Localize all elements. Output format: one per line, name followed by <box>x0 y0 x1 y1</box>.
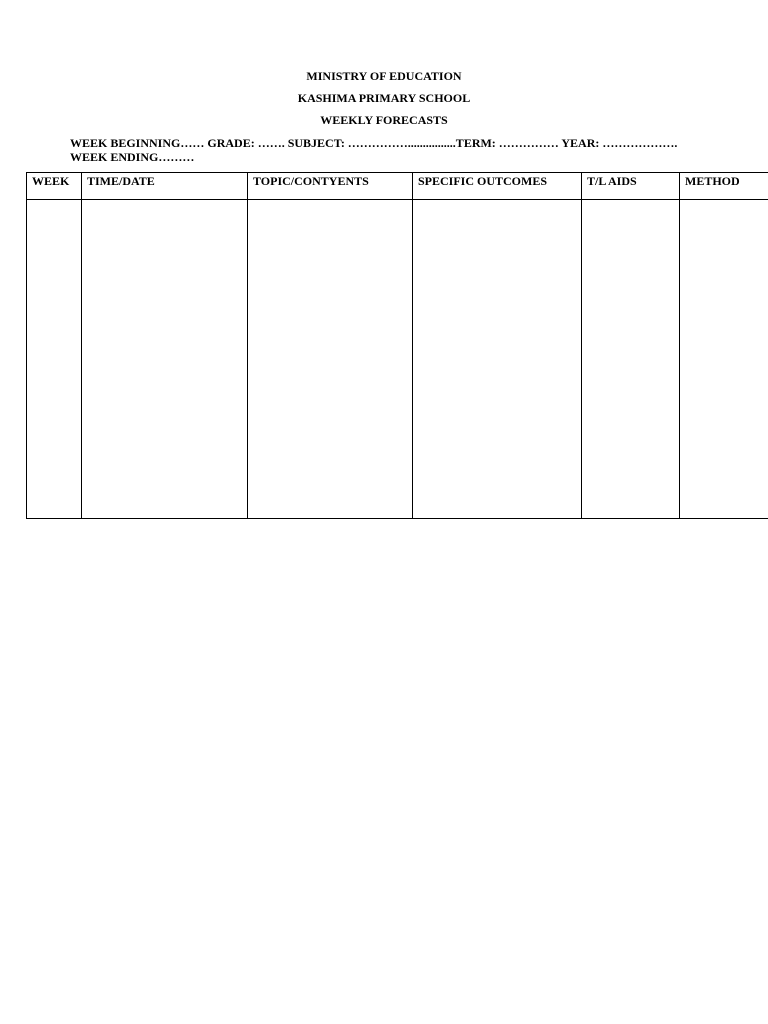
week-ending-line: WEEK ENDING……… <box>70 150 195 164</box>
school-name-heading: KASHIMA PRIMARY SCHOOL <box>297 91 471 105</box>
column-header-week: WEEK <box>27 173 82 200</box>
column-header-time-date: TIME/DATE <box>82 173 248 200</box>
column-header-topic-contents: TOPIC/CONTYENTS <box>248 173 413 200</box>
column-header-specific-outcomes: SPECIFIC OUTCOMES <box>413 173 582 200</box>
forecast-table <box>26 172 768 519</box>
ministry-heading: MINISTRY OF EDUCATION <box>306 69 462 83</box>
column-header-tl-aids: T/L AIDS <box>582 173 680 200</box>
week-beginning-line: WEEK BEGINNING…… GRADE: ……. SUBJECT: ……………................TERM: …………… YEAR: ………………. <box>70 136 678 150</box>
document-title: WEEKLY FORECASTS <box>320 113 448 127</box>
week-cell[interactable] <box>27 200 82 519</box>
column-header-method: METHOD <box>680 173 768 200</box>
table-header-row <box>27 173 768 200</box>
topic-contents-cell[interactable] <box>248 200 413 519</box>
specific-outcomes-cell[interactable] <box>413 200 582 519</box>
table-row <box>27 200 768 519</box>
method-cell[interactable] <box>680 200 768 519</box>
tl-aids-cell[interactable] <box>582 200 680 519</box>
time-date-cell[interactable] <box>82 200 248 519</box>
